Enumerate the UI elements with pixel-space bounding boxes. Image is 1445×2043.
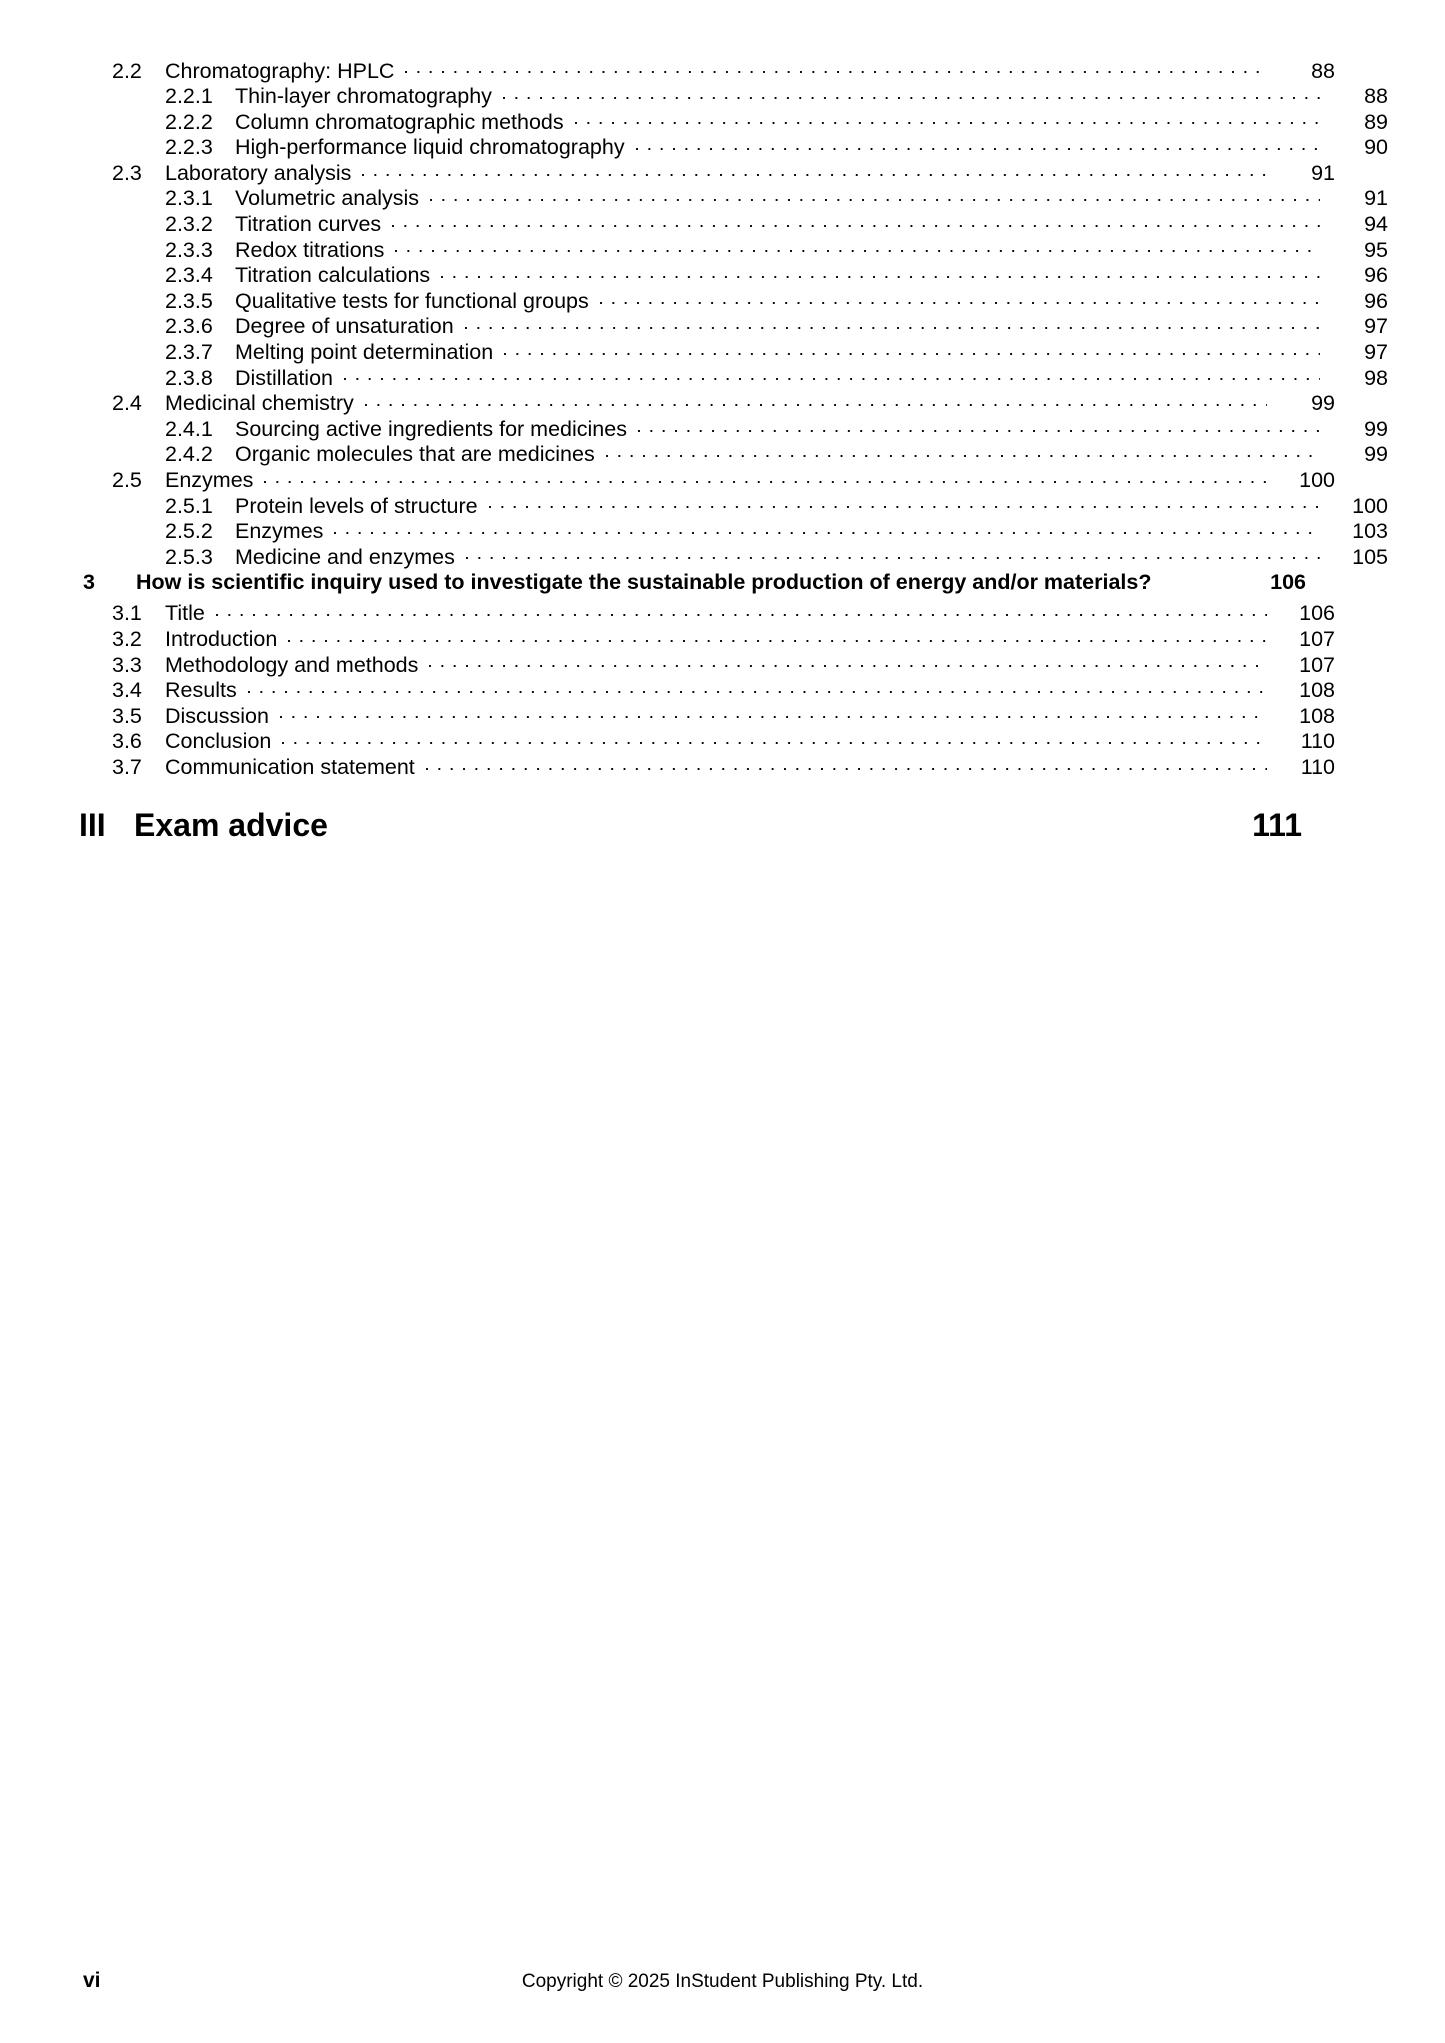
toc-entry-title: Qualitative tests for functional groups [235, 288, 589, 313]
toc-entry-page-number: 89 [1364, 109, 1388, 134]
folio-number: vi [83, 1969, 101, 1992]
toc-dot-leader [503, 82, 1320, 104]
toc-entry-page-number: 110 [1300, 754, 1335, 779]
toc-entry-title: Chromatography: HPLC [165, 58, 395, 83]
toc-entry-title: Organic molecules that are medicines [235, 442, 595, 467]
toc-entry-title: Results [165, 678, 237, 703]
toc-chapter-heading-3[interactable] [83, 570, 1306, 599]
toc-entry-title: Melting point determination [235, 340, 494, 365]
toc-entry-title: Title [165, 601, 205, 626]
toc-dot-leader [429, 650, 1267, 672]
toc-dot-leader [426, 752, 1267, 774]
part-page-number: 111 [1252, 807, 1302, 844]
toc-dot-leader [636, 133, 1320, 155]
toc-entry[interactable] [112, 210, 1388, 236]
toc-entry-page-number: 96 [1364, 263, 1388, 288]
toc-entry-number: 2.3.8 [165, 365, 213, 390]
toc-entry[interactable] [112, 440, 1388, 466]
toc-entry-title: Introduction [165, 626, 278, 651]
toc-entry-page-number: 98 [1364, 365, 1388, 390]
toc-entry-title: Volumetric analysis [235, 186, 420, 211]
toc-entry-number: 3.5 [112, 703, 142, 728]
toc-entry-page-number: 88 [1311, 58, 1335, 83]
toc-entry-page-number: 108 [1299, 703, 1335, 728]
toc-entry[interactable] [112, 491, 1388, 517]
toc-entry-title: Degree of unsaturation [235, 314, 454, 339]
toc-entry[interactable] [112, 56, 1335, 82]
toc-section-chapter2 [112, 56, 1388, 569]
toc-dot-leader [248, 676, 1267, 698]
toc-entry-title: Redox titrations [235, 237, 385, 262]
toc-entry-title: Conclusion [165, 729, 272, 754]
toc-entry[interactable] [112, 158, 1335, 184]
toc-entry[interactable] [112, 286, 1388, 312]
toc-entry[interactable] [112, 676, 1335, 702]
toc-entry-title: Enzymes [235, 519, 324, 544]
part-title: Exam advice [134, 807, 328, 844]
toc-entry-page-number: 100 [1299, 468, 1335, 492]
toc-dot-leader [504, 338, 1320, 360]
toc-entry-page-number: 99 [1364, 442, 1388, 467]
toc-entry-page-number: 108 [1299, 678, 1335, 703]
toc-entry-number: 3.3 [112, 652, 142, 677]
toc-entry-page-number: 107 [1299, 626, 1335, 651]
toc-entry-number: 2.4.2 [165, 442, 213, 467]
toc-entry-title: Medicinal chemistry [165, 391, 354, 416]
toc-entry-page-number: 103 [1352, 519, 1388, 544]
toc-entry[interactable] [112, 261, 1388, 287]
toc-entry-title: Medicine and enzymes [235, 544, 455, 569]
toc-entry-page-number: 100 [1352, 493, 1388, 518]
toc-entry-page-number: 97 [1364, 340, 1388, 365]
toc-entry-page-number: 106 [1299, 601, 1335, 626]
chapter-number: 3 [83, 569, 95, 594]
toc-entry[interactable] [112, 235, 1388, 261]
toc-dot-leader [392, 210, 1320, 232]
toc-dot-leader [405, 56, 1267, 78]
toc-entry[interactable] [112, 542, 1388, 568]
toc-entry[interactable] [112, 414, 1388, 440]
chapter-title: How is scientific inquiry used to investigate the sustainable production of energy and/or materials? [136, 569, 1152, 594]
toc-entry-number: 2.3.4 [165, 263, 213, 288]
toc-list [79, 56, 1388, 844]
toc-entry[interactable] [112, 624, 1335, 650]
toc-entry-number: 2.2.1 [165, 84, 213, 109]
toc-dot-leader [288, 624, 1267, 646]
toc-entry-title: Communication statement [165, 754, 415, 779]
toc-dot-leader [365, 389, 1267, 411]
toc-entry-page-number: 110 [1300, 729, 1335, 754]
toc-entry-title: Enzymes [165, 468, 254, 492]
toc-dot-leader [344, 363, 1320, 385]
toc-dot-leader [489, 491, 1320, 513]
toc-entry-number: 2.4.1 [165, 416, 213, 441]
toc-entry-page-number: 95 [1364, 237, 1388, 262]
toc-entry-number: 3.7 [112, 754, 142, 779]
toc-entry[interactable] [112, 727, 1335, 753]
toc-dot-leader [216, 599, 1267, 621]
toc-entry[interactable] [112, 312, 1388, 338]
toc-dot-leader [600, 286, 1320, 308]
toc-entry-number: 2.2.2 [165, 109, 213, 134]
toc-section-chapter3 [112, 599, 1335, 778]
toc-entry[interactable] [112, 466, 1335, 492]
toc-entry-title: Sourcing active ingredients for medicines [235, 416, 627, 441]
toc-entry-number: 3.2 [112, 626, 142, 651]
toc-entry-title: Protein levels of structure [235, 493, 478, 518]
toc-dot-leader [430, 184, 1320, 206]
toc-dot-leader [282, 727, 1267, 749]
toc-entry-number: 3.6 [112, 729, 142, 754]
toc-entry-title: Column chromatographic methods [235, 109, 564, 134]
toc-entry-title: Laboratory analysis [165, 160, 352, 185]
toc-entry-page-number: 105 [1352, 544, 1388, 569]
toc-dot-leader [441, 261, 1320, 283]
toc-entry-number: 2.3.5 [165, 288, 213, 313]
toc-entry-page-number: 99 [1364, 416, 1388, 441]
toc-entry-title: Discussion [165, 703, 269, 728]
page-footer [0, 1969, 1445, 1999]
toc-dot-leader [638, 414, 1320, 436]
toc-entry-number: 2.5.2 [165, 519, 213, 544]
toc-entry[interactable] [112, 701, 1335, 727]
toc-entry-page-number: 91 [1364, 186, 1388, 211]
toc-entry-page-number: 90 [1364, 135, 1388, 160]
toc-entry-title: Thin-layer chromatography [235, 84, 492, 109]
toc-entry[interactable] [112, 82, 1388, 108]
toc-entry-number: 2.4 [112, 391, 142, 416]
toc-entry-number: 2.5.1 [165, 493, 213, 518]
toc-entry[interactable] [112, 752, 1335, 778]
toc-entry-page-number: 97 [1364, 314, 1388, 339]
toc-entry-title: Titration curves [235, 212, 382, 237]
toc-entry[interactable] [112, 107, 1388, 133]
toc-entry-number: 2.3.1 [165, 186, 213, 211]
toc-dot-leader [395, 235, 1320, 257]
toc-entry[interactable] [112, 389, 1335, 415]
toc-entry-page-number: 88 [1364, 84, 1388, 109]
toc-entry-page-number: 96 [1364, 288, 1388, 313]
toc-dot-leader [465, 312, 1320, 334]
toc-entry-number: 2.3.6 [165, 314, 213, 339]
chapter-page-number: 106 [1270, 569, 1306, 594]
toc-entry-page-number: 107 [1299, 652, 1335, 677]
toc-dot-leader [334, 517, 1320, 539]
toc-entry-title: Titration calculations [235, 263, 431, 288]
toc-entry[interactable] [112, 338, 1388, 364]
toc-dot-leader [264, 466, 1267, 488]
toc-entry-number: 2.3.7 [165, 340, 213, 365]
toc-dot-leader [280, 701, 1267, 723]
toc-part-heading-III[interactable] [79, 806, 1302, 844]
copyright-notice: Copyright © 2025 InStudent Publishing Pty. Ltd. [521, 1971, 924, 1992]
toc-entry-number: 2.2 [112, 58, 142, 83]
part-number: III [79, 807, 106, 844]
toc-entry-page-number: 99 [1311, 391, 1335, 416]
toc-entry[interactable] [112, 599, 1335, 625]
toc-entry-title: Distillation [235, 365, 333, 390]
toc-entry-title: High-performance liquid chromatography [235, 135, 625, 160]
toc-entry-number: 2.2.3 [165, 135, 213, 160]
toc-entry[interactable] [112, 650, 1335, 676]
toc-entry-number: 2.5.3 [165, 544, 213, 569]
toc-entry-page-number: 94 [1364, 212, 1388, 237]
toc-dot-leader [362, 158, 1267, 180]
toc-dot-leader [466, 542, 1320, 564]
toc-entry-number: 2.3.2 [165, 212, 213, 237]
toc-entry[interactable] [112, 184, 1388, 210]
toc-dot-leader [606, 440, 1320, 462]
toc-entry[interactable] [112, 363, 1388, 389]
toc-entry[interactable] [112, 517, 1388, 543]
toc-entry-number: 2.3 [112, 160, 142, 185]
toc-entry-number: 2.5 [112, 468, 142, 492]
toc-entry-page-number: 91 [1311, 160, 1335, 185]
toc-entry-number: 3.1 [112, 601, 142, 626]
toc-entry-number: 3.4 [112, 678, 142, 703]
toc-entry-title: Methodology and methods [165, 652, 419, 677]
toc-entry[interactable] [112, 133, 1388, 159]
toc-dot-leader [575, 107, 1320, 129]
toc-entry-number: 2.3.3 [165, 237, 213, 262]
